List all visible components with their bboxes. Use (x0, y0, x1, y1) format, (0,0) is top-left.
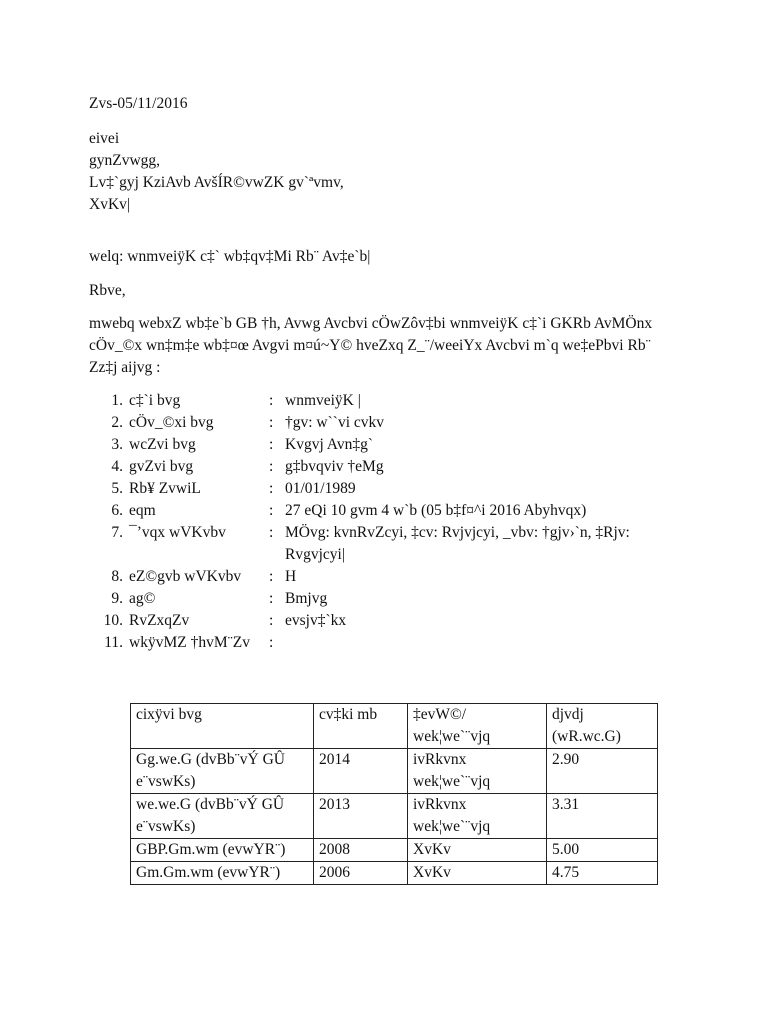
item-colon: : (269, 568, 274, 585)
item-value: †gv: w``vi cvkv (285, 414, 385, 431)
year-cell: 2008 (314, 839, 408, 862)
item-value: H (285, 568, 297, 585)
year-cell: 2014 (314, 749, 408, 794)
item-number: 4. (111, 458, 123, 475)
education-table (130, 703, 658, 885)
addressee-line: eivei (89, 130, 120, 147)
board-cell (408, 862, 547, 885)
item-value: Kvgvj Avn‡g` (285, 436, 373, 453)
details-item (89, 566, 689, 588)
year-cell: 2006 (314, 862, 408, 885)
item-colon: : (269, 392, 274, 409)
details-item (89, 632, 689, 654)
details-item (89, 434, 689, 456)
item-label: wcZvi bvg (129, 436, 196, 453)
table-row (131, 794, 658, 839)
item-label: RvZxqZv (129, 612, 190, 629)
item-label: ag© (129, 590, 156, 607)
board-text: ivRkvnx (413, 751, 467, 768)
item-number: 1. (111, 392, 123, 409)
addressee-line: Lv‡`gyj KziAvb AvšÍR©vwZK gv`ªvmv, (89, 174, 344, 191)
addressee-block (89, 128, 689, 216)
details-item (89, 522, 689, 566)
board-cell (408, 749, 547, 794)
board-text: wek¦we`¨vjq (413, 818, 491, 835)
item-colon: : (269, 634, 274, 651)
board-text: wek¦we`¨vjq (413, 773, 491, 790)
addressee-line: gynZvwgg, (89, 152, 161, 169)
item-colon: : (269, 502, 274, 519)
exam-text: e¨vswKs) (136, 773, 196, 790)
item-colon: : (269, 612, 274, 629)
item-label: Rb¥ ZvwiL (129, 480, 201, 497)
item-number: 7. (111, 524, 123, 541)
item-label: ¯’vqx wVKvbv (129, 524, 226, 541)
item-label: cÖv_©xi bvg (129, 414, 214, 431)
details-item (89, 610, 689, 632)
item-number: 2. (111, 414, 123, 431)
letter-subject: welq: wnmveiÿK c‡` wb‡qv‡Mi Rb¨ Av‡e`b| (89, 248, 371, 265)
board-text: XvKv (413, 841, 451, 858)
header-text: (wR.wc.G) (552, 728, 621, 745)
exam-text: GBP.Gm.wm (evwYR¨) (136, 841, 286, 858)
year-cell: 2013 (314, 794, 408, 839)
header-cell (131, 704, 314, 749)
item-label: c‡`i bvg (129, 392, 181, 409)
table-row (131, 749, 658, 794)
item-number: 5. (111, 480, 123, 497)
exam-text: e¨vswKs) (136, 818, 196, 835)
result-cell: 5.00 (547, 839, 658, 862)
details-item (89, 588, 689, 610)
exam-text: Gg.we.G (dvBb¨vÝ GÛ (136, 751, 285, 768)
header-cell (408, 704, 547, 749)
item-value: g‡bvqviv †eMg (285, 458, 384, 475)
details-item (89, 390, 689, 412)
item-colon: : (269, 458, 274, 475)
details-item (89, 478, 689, 500)
exam-cell (131, 862, 314, 885)
item-number: 9. (111, 590, 123, 607)
item-value: Bmjvg (285, 590, 328, 607)
result-cell: 4.75 (547, 862, 658, 885)
item-value: MÖvg: kvnRvZcyi, ‡cv: Rvjvjcyi, _vbv: †gjv›`n, ‡Rjv: Rvgvjcyi| (285, 524, 630, 563)
header-text: cv‡ki mb (319, 706, 378, 723)
details-list (89, 390, 689, 654)
item-value: 27 eQi 10 gvm 4 w`b (05 b‡f¤^i 2016 Abyhvqx) (285, 502, 587, 519)
item-number: 3. (111, 436, 123, 453)
board-cell (408, 794, 547, 839)
result-cell: 2.90 (547, 749, 658, 794)
item-value: wnmveiÿK | (285, 392, 361, 409)
item-label: eZ©gvb wVKvbv (129, 568, 242, 585)
board-text: ivRkvnx (413, 796, 467, 813)
item-number: 8. (111, 568, 123, 585)
letter-page (89, 93, 689, 680)
item-colon: : (269, 524, 274, 541)
header-cell (547, 704, 658, 749)
header-text: cixÿvi bvg (136, 706, 202, 723)
header-text: ‡evW©/ (413, 706, 467, 723)
letter-salutation: Rbve, (89, 282, 126, 299)
header-text: djvdj (552, 706, 584, 723)
header-text: wek¦we`¨vjq (413, 728, 491, 745)
item-number: 11. (104, 634, 123, 651)
result-cell: 3.31 (547, 794, 658, 839)
exam-text: Gm.Gm.wm (evwYR¨) (136, 864, 281, 881)
item-number: 10. (103, 612, 123, 629)
header-cell (314, 704, 408, 749)
addressee-line: XvKv| (89, 196, 130, 213)
item-colon: : (269, 480, 274, 497)
letter-date: Zvs-05/11/2016 (89, 95, 188, 112)
item-number: 6. (111, 502, 123, 519)
item-value: 01/01/1989 (285, 480, 356, 497)
table-row (131, 862, 658, 885)
details-item (89, 456, 689, 478)
exam-text: we.we.G (dvBb¨vÝ GÛ (136, 796, 285, 813)
letter-body: mwebq webxZ wb‡e`b GB †h, Avwg Avcbvi cÖwZôv‡bi wnmveiÿK c‡`i GKRb AvMÖnx cÖv_©x wn‡m‡e wb‡¤œ Avgvi m¤ú~Y© hveZxq Z_¨/weeiYx Avcbvi m`q we‡ePbvi Rb¨ Zz‡j aijvg : (89, 315, 653, 376)
item-colon: : (269, 436, 274, 453)
details-item (89, 412, 689, 434)
exam-cell (131, 794, 314, 839)
item-label: eqm (129, 502, 156, 519)
item-label: wkÿvMZ †hvM¨Zv (129, 634, 250, 651)
exam-cell (131, 839, 314, 862)
item-colon: : (269, 590, 274, 607)
exam-cell (131, 749, 314, 794)
item-label: gvZvi bvg (129, 458, 194, 475)
item-colon: : (269, 414, 274, 431)
table-header-row (131, 704, 658, 749)
board-cell (408, 839, 547, 862)
details-item (89, 500, 689, 522)
item-value: evsjv‡`kx (285, 612, 347, 629)
table-row (131, 839, 658, 862)
board-text: XvKv (413, 864, 451, 881)
